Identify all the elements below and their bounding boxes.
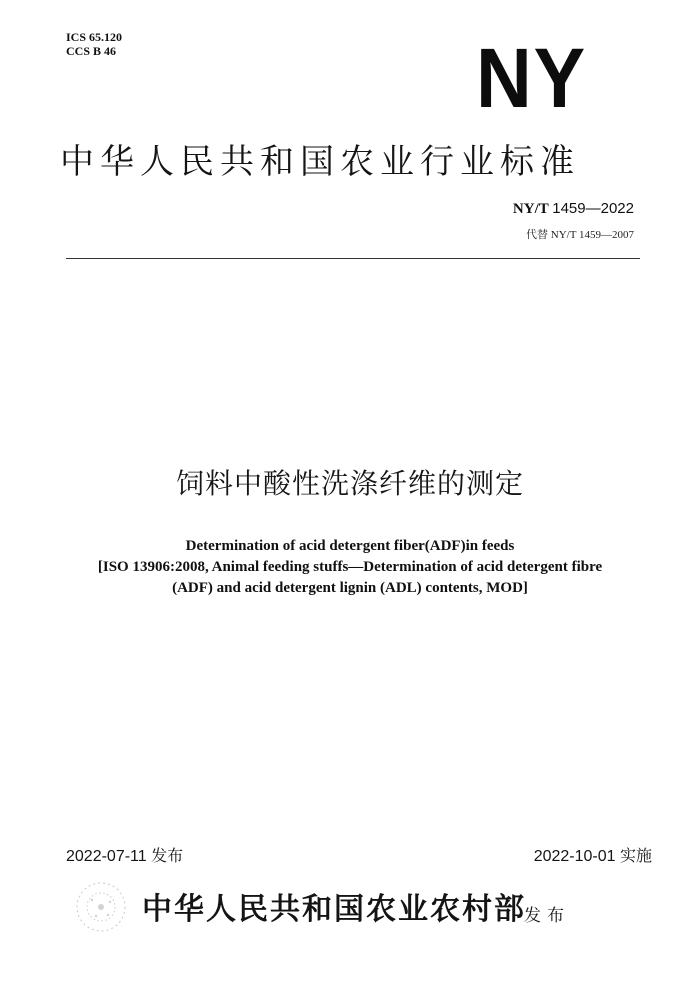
document-title-en: Determination of acid detergent fiber(ADF)in feeds xyxy=(185,538,515,554)
implementation-date: 2022-10-01 实施 xyxy=(533,848,652,865)
ministry-seal-icon xyxy=(72,878,130,936)
ics-code: ICS 65.120 xyxy=(66,30,123,44)
iso-reference-line-1: [ISO 13906:2008, Animal feeding stuffs—Determination of acid detergent fibre xyxy=(97,559,603,575)
issuing-authority-suffix: 发布 xyxy=(524,906,570,926)
issuing-authority: 中华人民共和国农业农村部 xyxy=(142,892,526,927)
classification-codes xyxy=(66,30,122,58)
replaces-note: 代替 NY/T 1459—2007 xyxy=(526,229,634,241)
standard-number-prefix: NY/T xyxy=(512,201,549,217)
issue-date: 2022-07-11 发布 xyxy=(66,848,184,865)
header-divider xyxy=(66,258,640,259)
standard-number xyxy=(513,200,634,218)
ny-logo: NY xyxy=(476,31,588,125)
standard-category-title: 中华人民共和国农业行业标准 xyxy=(60,142,580,182)
iso-reference-line-2: (ADF) and acid detergent lignin (ADL) contents, MOD] xyxy=(172,580,528,596)
standard-number-value: 1459—2022 xyxy=(552,200,634,217)
document-title-cn: 饲料中酸性洗涤纤维的测定 xyxy=(175,467,524,500)
document-title-en-block xyxy=(40,536,660,599)
ccs-code: CCS B 46 xyxy=(66,44,117,58)
